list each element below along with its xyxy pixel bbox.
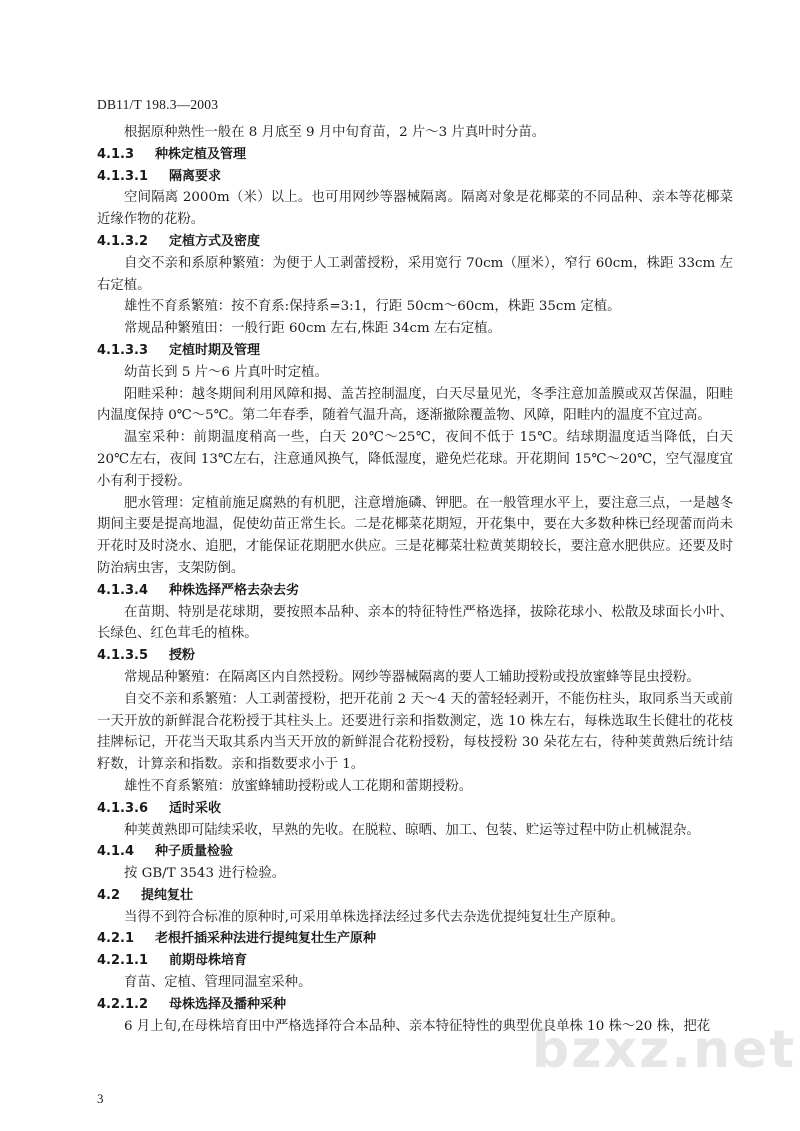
section-title: 隔离要求 xyxy=(169,168,222,184)
paragraph: 常规品种繁殖：在隔离区内自然授粉。网纱等器械隔离的要人工辅助授粉或投放蜜蜂等昆虫授粉。 xyxy=(124,669,700,685)
page-number: 3 xyxy=(97,1091,104,1106)
section-title: 母株选择及播种采种 xyxy=(169,996,287,1012)
section-number: 4.1.3.2 xyxy=(97,233,148,249)
watermark: bzxz.net xyxy=(532,1020,797,1080)
section-title: 提纯复壮 xyxy=(141,887,194,903)
section-title: 定植方式及密度 xyxy=(169,233,261,249)
paragraph: 在苗期、特别是花球期，要按照本品种、亲本的特征特性严格选择，拔除花球小、松散及球面长小叶、长绿色、红色茸毛的植株。 xyxy=(97,604,733,642)
section-heading xyxy=(97,340,733,362)
document-code: DB11/T 198.3—2003 xyxy=(97,97,219,112)
section-title: 适时采收 xyxy=(169,800,222,816)
section-number: 4.1.4 xyxy=(97,844,135,860)
section-number: 4.1.3.4 xyxy=(97,582,148,598)
section-title: 种株选择严格去杂去劣 xyxy=(169,582,300,598)
section-number: 4.2 xyxy=(97,887,121,903)
section-number: 4.1.3 xyxy=(97,146,135,162)
section-heading xyxy=(97,928,733,950)
section-heading xyxy=(97,645,733,667)
paragraph: 幼苗长到 5 片～6 片真叶时定植。 xyxy=(124,364,328,380)
section-heading xyxy=(97,841,733,863)
section-title: 授粉 xyxy=(169,648,196,664)
paragraph: 雄性不育系繁殖：放蜜蜂辅助授粉或人工花期和蕾期授粉。 xyxy=(124,778,473,794)
section-title: 种株定植及管理 xyxy=(155,146,247,162)
section-heading xyxy=(97,166,733,188)
paragraph: 6 月上旬,在母株培育田中严格选择符合本品种、亲本特征特性的典型优良单株 10 株～20 株，把花 xyxy=(124,1018,711,1034)
paragraph: 肥水管理：定植前施足腐熟的有机肥，注意增施磷、钾肥。在一般管理水平上，要注意三点，一是越冬期间主要是提高地温，促使幼苗正常生长。二是花椰菜花期短，开花集中，要在大多数种株已经现蕾而尚未开花时及时浇水、追肥，才能保证花期肥水供应。三是花椰菜壮粒黄荚期较长，要注意水肥供应。还要及时防治病虫害，支架防倒。 xyxy=(97,495,733,576)
section-number: 4.2.1 xyxy=(97,931,135,947)
section-number: 4.2.1.1 xyxy=(97,953,148,969)
section-number: 4.1.3.6 xyxy=(97,800,148,816)
section-title: 定植时期及管理 xyxy=(169,342,261,358)
section-number: 4.1.3.3 xyxy=(97,342,148,358)
paragraph: 自交不亲和系原种繁殖：为便于人工剥蕾授粉，采用宽行 70cm（厘米），窄行 60cm，株距 33cm 左右定植。 xyxy=(97,255,733,293)
paragraph: 阳畦采种：越冬期间利用风障和揭、盖苫控制温度，白天尽量见光，冬季注意加盖膜或双苫保温，阳畦内温度保持 0℃～5℃。第二年春季，随着气温升高，逐渐撤除覆盖物、风障，阳畦内的温度不宜过高。 xyxy=(97,386,733,424)
section-number: 4.1.3.5 xyxy=(97,648,148,664)
section-heading xyxy=(97,950,733,972)
paragraph: 雄性不育系繁殖：按不育系:保持系=3:1，行距 50cm～60cm，株距 35cm 定植。 xyxy=(124,299,621,315)
paragraph: 当得不到符合标准的原种时,可采用单株选择法经过多代去杂选优提纯复壮生产原种。 xyxy=(124,909,624,925)
section-number: 4.2.1.2 xyxy=(97,996,148,1012)
section-heading xyxy=(97,798,733,820)
paragraph: 空间隔离 2000m（米）以上。也可用网纱等器械隔离。隔离对象是花椰菜的不同品种、亲本等花椰菜近缘作物的花粉。 xyxy=(97,190,733,228)
section-title: 老根扦插采种法进行提纯复壮生产原种 xyxy=(155,931,377,947)
paragraph: 温室采种：前期温度稍高一些，白天 20℃～25℃，夜间不低于 15℃。结球期温度适当降低，白天 20℃左右，夜间 13℃左右，注意通风换气，降低湿度，避免烂花球。开花期间 15℃～20℃，空气湿度宜小有利于授粉。 xyxy=(97,430,733,489)
paragraph: 根据原种熟性一般在 8 月底至 9 月中旬育苗，2 片～3 片真叶时分苗。 xyxy=(124,125,546,140)
section-heading xyxy=(97,231,733,253)
paragraph: 育苗、定植、管理同温室采种。 xyxy=(124,975,312,991)
section-heading xyxy=(97,144,733,166)
section-number: 4.1.3.1 xyxy=(97,168,148,184)
paragraph: 自交不亲和系繁殖：人工剥蕾授粉，把开花前 2 天～4 天的蕾轻轻剥开，不能伤柱头，取同系当天或前一天开放的新鲜混合花粉授于其柱头上。还要进行亲和指数测定，选 10 株左右，每株选取生长健壮的花枝挂牌标记，开花当天取其系内当天开放的新鲜混合花粉授粉，每枝授粉 30 朵花左右，待种荚黄熟后统计结籽数，计算亲和指数。亲和指数要求小于 1。 xyxy=(97,691,733,773)
section-title: 前期母株培育 xyxy=(169,953,248,969)
section-title: 种子质量检验 xyxy=(155,844,234,860)
paragraph: 按 GB/T 3543 进行检验。 xyxy=(124,866,286,882)
document-body xyxy=(97,122,733,1037)
section-heading xyxy=(97,580,733,602)
paragraph: 种荚黄熟即可陆续采收，早熟的先收。在脱粒、晾晒、加工、包装、贮运等过程中防止机械混杂。 xyxy=(124,822,700,838)
section-heading xyxy=(97,885,733,907)
paragraph: 常规品种繁殖田：一般行距 60cm 左右,株距 34cm 左右定植。 xyxy=(124,321,501,337)
section-heading xyxy=(97,994,733,1016)
